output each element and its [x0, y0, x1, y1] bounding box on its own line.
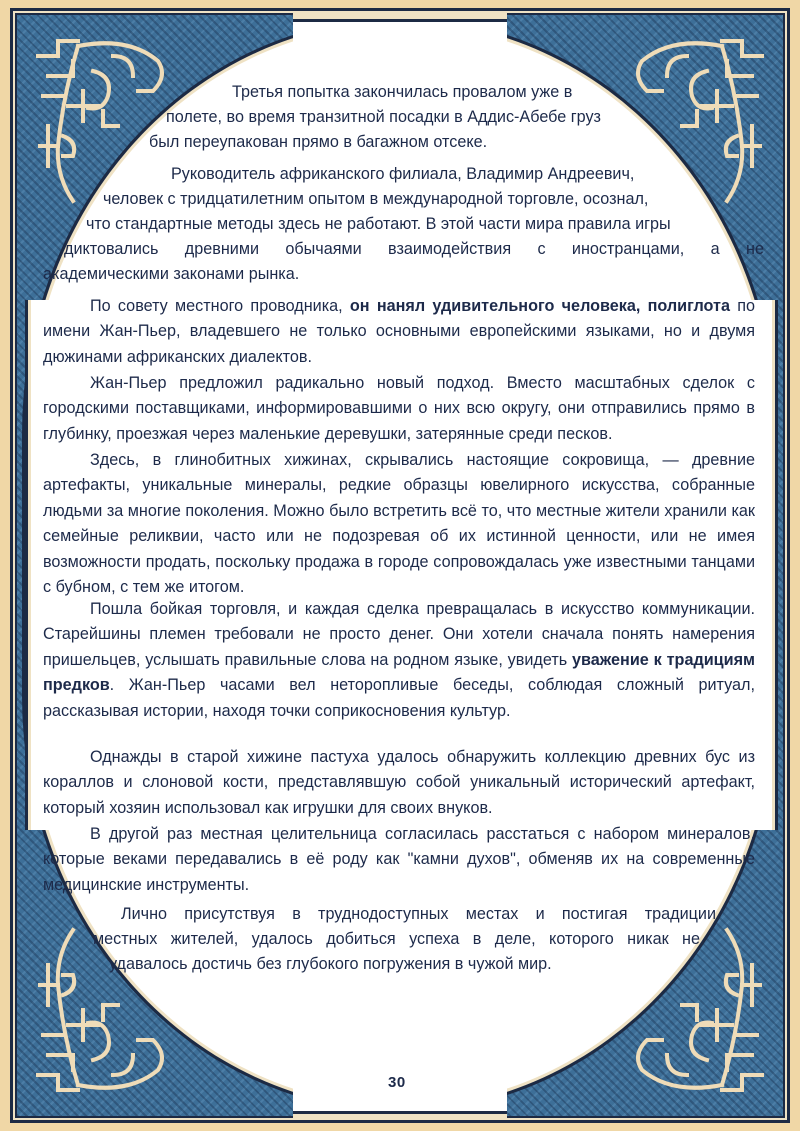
text-line: человек с тридцатилетним опытом в международной торговле, осознал, — [103, 190, 649, 208]
paragraph-text: Здесь, в глинобитных хижинах, скрывались настоящие сокровища, — древние артефакты, уникальные минералы, редкие образцы ювелирного искусства, собранные людьми за многие поколения. Можно было встретить всё то, что местные жители хранили как семейные реликвии, часто или не подозревая об их истинной ценности, или не имея возможности продать, поскольку продажа в городе сопровождалась уже известными танцами с бубном, с тем же итогом. — [43, 451, 755, 597]
text-line: Третья попытка закончилась провалом уже в — [232, 83, 573, 101]
paragraph — [43, 294, 755, 370]
paragraph-text: . Жан-Пьер часами вел неторопливые беседы, соблюдая сложный ритуал, рассказывая истории, находя точки соприкосновения культур. — [43, 676, 755, 720]
paragraph-text: по имени Жан-Пьер, владевшего не только основными европейскими языками, но и двумя дюжинами африканских диалектов. — [43, 297, 756, 366]
paragraph — [43, 371, 755, 447]
text-line: удавалось достичь без глубокого погружения в чужой мир. — [109, 955, 552, 973]
paragraph — [43, 597, 755, 724]
emphasis-text: он нанял удивительного человека, полиглота — [349, 297, 730, 315]
paragraph-text: В другой раз местная целительница согласилась расстаться с набором минералов, которые веками передавались в её роду как "камни духов", обменяв их на современные медицинские инструменты. — [43, 825, 755, 894]
paragraph-text: Однажды в старой хижине пастуха удалось обнаружить коллекцию древних бус из кораллов и слоновой кости, представлявшую собой уникальный исторический артефакт, который хозяин использовал как игрушки для своих внуков. — [43, 748, 755, 817]
text-line: Лично присутствуя в труднодоступных местах и постигая традиции — [121, 905, 716, 923]
text-line: местных жителей, удалось добиться успеха в деле, которого никак не — [93, 930, 700, 948]
paragraph — [43, 822, 755, 898]
emphasis-text: уважение к традициям предков — [43, 650, 755, 695]
text-line: что стандартные методы здесь не работают. В этой части мира правила игры — [86, 215, 671, 233]
page-number: 30 — [388, 1074, 406, 1091]
paragraph — [43, 448, 755, 600]
text-line: полете, во время транзитной посадки в Аддис-Абебе груз — [166, 108, 601, 126]
paragraph — [43, 745, 755, 821]
text-line: диктовались древними обычаями взаимодействия с иностранцами, а не — [64, 240, 764, 258]
text-line: был переупакован прямо в багажном отсеке. — [149, 133, 488, 151]
text-line: академическими законами рынка. — [43, 265, 300, 283]
paragraph-text: Жан-Пьер предложил радикально новый подход. Вместо масштабных сделок с городскими поставщиками, информировавшими о них всю округу, они отправились прямо в глубинку, проезжая через маленькие деревушки, затерянные среди песков. — [43, 374, 755, 443]
text-line: Руководитель африканского филиала, Владимир Андреевич, — [171, 165, 635, 183]
paragraph-text: По совету местного проводника, — [90, 297, 350, 315]
paragraph-text: Пошла бойкая торговля, и каждая сделка превращалась в искусство коммуникации. Старейшины племен требовали не просто денег. Они хотели сначала понять намерения пришельцев, услышать правильные слова на родном языке, увидеть — [43, 600, 755, 669]
